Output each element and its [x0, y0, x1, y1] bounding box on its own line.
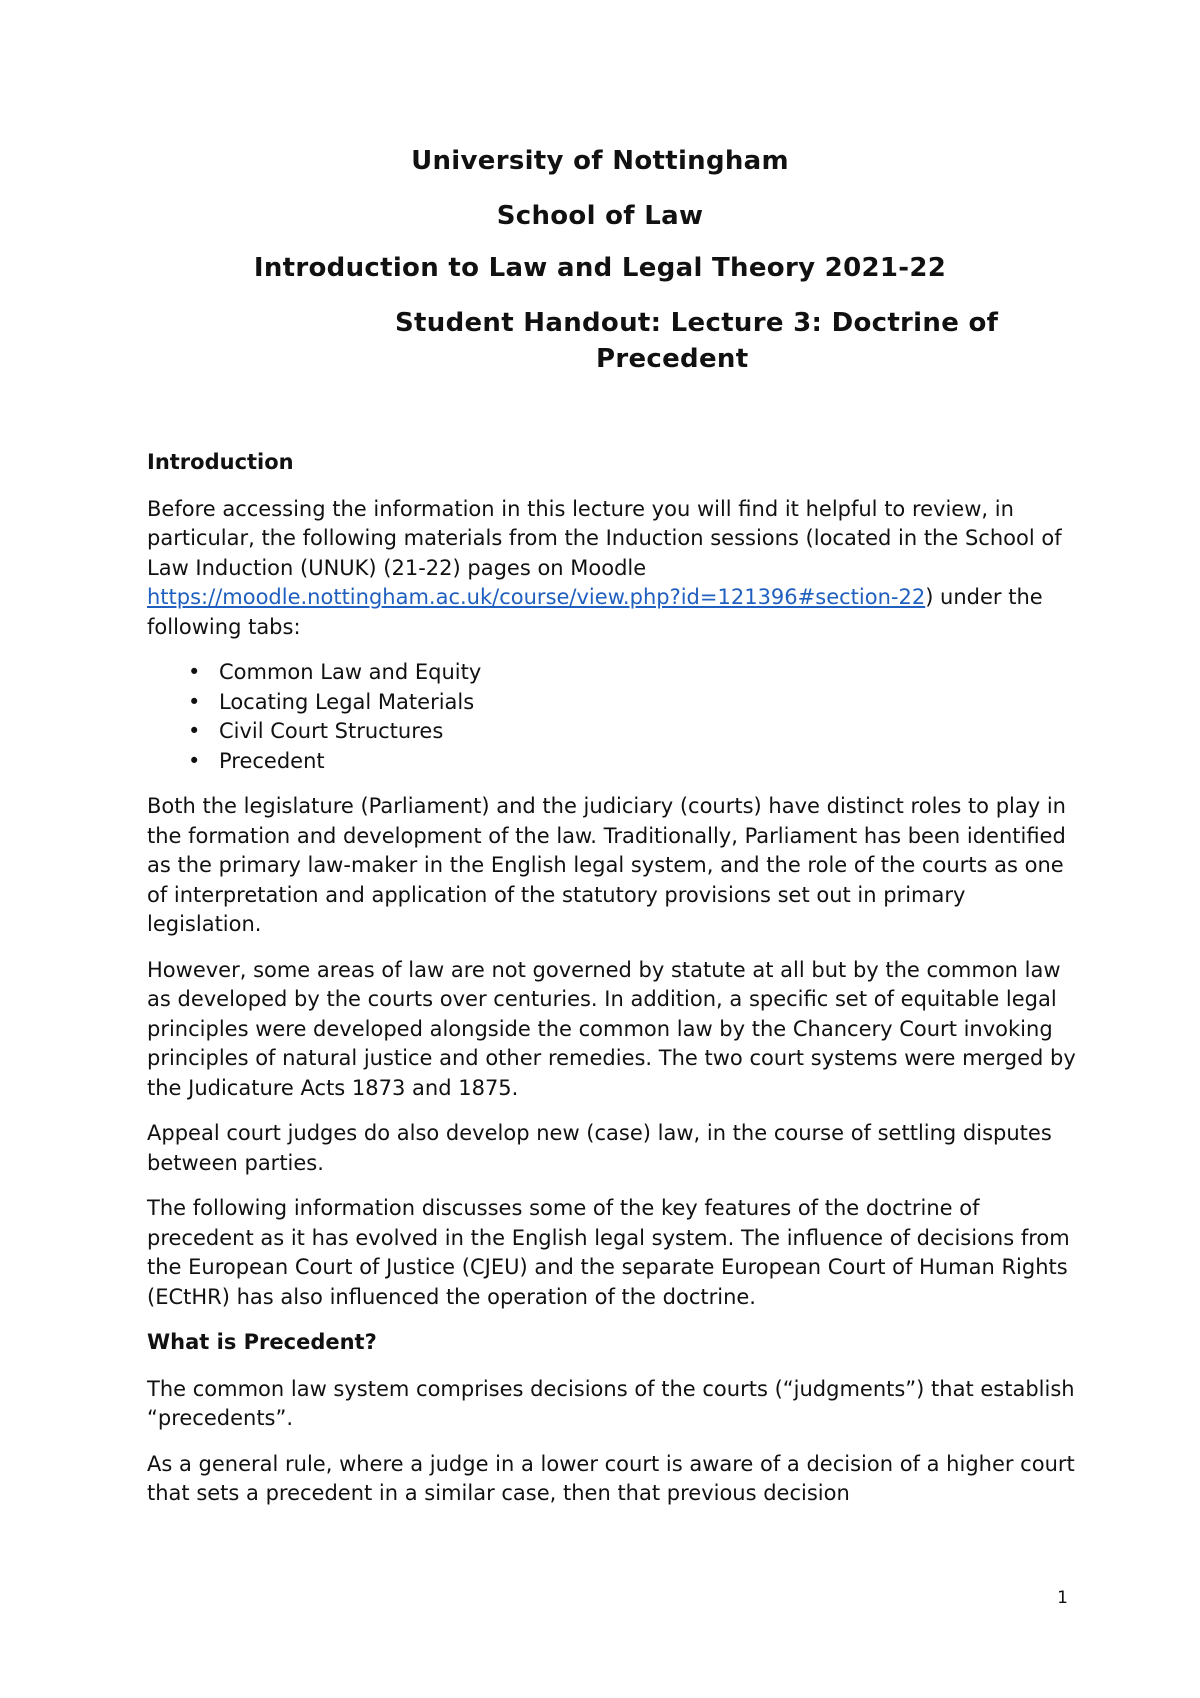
school-title: School of Law — [496, 201, 704, 231]
moodle-link[interactable]: https://moodle.nottingham.ac.uk/course/view.php?id=121396#section-22 — [147, 585, 926, 609]
introduction-heading: Introduction — [147, 450, 294, 474]
intro-paragraph-3: However, some areas of law are not governed by statute at all but by the common law as developed by the courts over centuries. In addition, a specific set of equitable legal principles were developed alongside the common law by the Chancery Court invoking principles of natural justice and other remedies. The two court systems were merged by the Judicature Acts 1873 and 1875. — [147, 957, 1076, 1100]
bullet-icon: • — [188, 748, 201, 773]
induction-tabs-list — [147, 658, 1077, 776]
bullet-icon: • — [188, 660, 201, 684]
precedent-paragraph-1: The common law system comprises decisions of the courts (“judgments”) that establish “precedents”. — [147, 1376, 1075, 1430]
list-item-label: Locating Legal Materials — [219, 689, 475, 714]
what-is-precedent-heading: What is Precedent? — [147, 1330, 377, 1354]
list-item-label: Civil Court Structures — [219, 719, 444, 743]
university-title: University of Nottingham — [411, 146, 789, 176]
precedent-paragraph-2: As a general rule, where a judge in a lower court is aware of a decision of a higher court that sets a precedent in a similar case, then that previous decision — [147, 1451, 1075, 1505]
intro-paragraph-5: The following information discusses some of the key features of the doctrine of precedent as it has evolved in the English legal system. The influence of decisions from the European Court of Justice (CJEU) and the separate European Court of Human Rights (ECtHR) has also influenced the operation of the doctrine. — [147, 1196, 1070, 1309]
document-body — [147, 448, 1077, 1525]
bullet-icon: • — [188, 689, 201, 714]
intro-paragraph-1 — [147, 495, 1077, 643]
list-item — [147, 658, 1077, 688]
list-item — [147, 747, 1077, 777]
intro-paragraph-1-text: Before accessing the information in this lecture you will find it helpful to review, in particular, the following materials from the Induction sessions (located in the School of Law Induction (UNUK) (21-22) pages on Moodle — [147, 496, 1062, 580]
handout-title-line2: Precedent — [596, 344, 749, 374]
handout-title-line1: Student Handout: Lecture 3: Doctrine of — [395, 308, 999, 338]
page-number: 1 — [1057, 1588, 1068, 1608]
list-item — [147, 688, 1077, 718]
list-item-label: Precedent — [219, 748, 325, 773]
intro-paragraph-4: Appeal court judges do also develop new (case) law, in the course of settling disputes between parties. — [147, 1121, 1052, 1175]
bullet-icon: • — [188, 719, 201, 743]
module-title: Introduction to Law and Legal Theory 2021-22 — [253, 253, 947, 283]
list-item — [147, 717, 1077, 747]
list-item-label: Common Law and Equity — [219, 660, 482, 684]
intro-paragraph-1-tail: ) under the following tabs: — [147, 585, 1043, 639]
intro-paragraph-2: Both the legislature (Parliament) and the judiciary (courts) have distinct roles to play in the formation and development of the law. Traditionally, Parliament has been identified as the primary law-maker in the English legal system, and the role of the courts as one of interpretation and application of the statutory provisions set out in primary legislation. — [147, 794, 1066, 936]
